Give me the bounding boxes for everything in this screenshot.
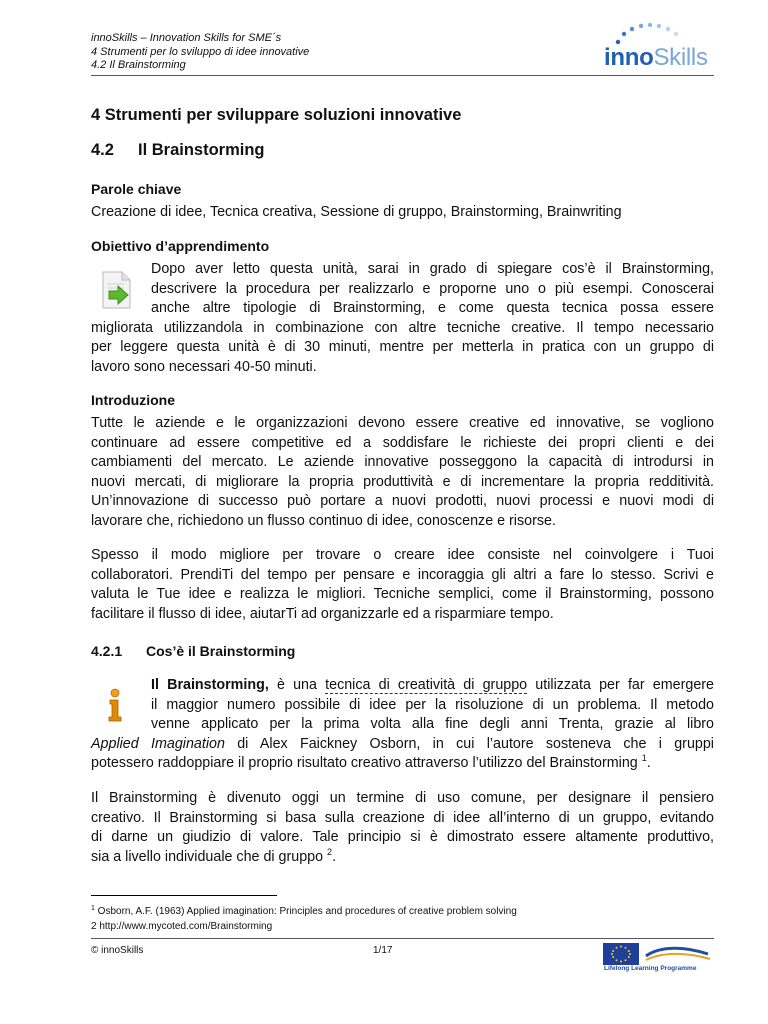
intro-paragraph-2 <box>91 546 714 624</box>
brainstorming-line <box>91 848 714 868</box>
intro-line: cambiamenti del mercato. Le aziende innovative posseggono la capacità di introdursi in <box>91 454 714 470</box>
page-number: 1/17 <box>373 945 393 956</box>
objective-line: anche altre tipologie di Brainstorming, e come questa tecnica possa essere <box>151 300 714 316</box>
objective-paragraph <box>91 260 714 377</box>
subsection-name: Cos’è il Brainstorming <box>146 643 296 659</box>
brainstorming-term: Il Brainstorming, <box>151 677 269 693</box>
objective-line: migliorata utilizzandola in combinazione con altre tecniche creative. Il tempo necessario <box>91 319 714 336</box>
header-rule <box>91 75 714 76</box>
brainstorming-line: creativo. Il Brainstorming si basa sulla creazione di idee all’interno di un gruppo, evitando <box>91 809 714 826</box>
objective-line: lavoro sono necessari 40-50 minuti. <box>91 358 317 375</box>
logo-skills: Skills <box>653 44 708 71</box>
objective-line: Dopo aver letto questa unità, sarai in grado di spiegare cos’è il Brainstorming, <box>151 261 714 277</box>
intro-line: lavorare che, richiedono un flusso continuo di idee, conoscenze e risorse. <box>91 512 556 529</box>
intro-heading: Introduzione <box>91 392 175 408</box>
text-run: . <box>332 848 337 865</box>
chapter-title: 4 Strumenti per sviluppare soluzioni innovative <box>91 106 462 124</box>
brainstorming-line: di darne un giudizio di valore. Tale principio si è dimostrato essere altamente produttivo, <box>91 829 714 845</box>
brainstorming-paragraph-1 <box>91 676 714 774</box>
keywords-text: Creazione di idee, Tecnica creativa, Sessione di gruppo, Brainstorming, Brainwriting <box>91 204 622 220</box>
text-run: sia a livello individuale che di gruppo <box>91 848 328 865</box>
creativity-technique-link[interactable]: tecnica di creatività di gruppo <box>325 677 528 693</box>
brainstorming-line <box>91 735 714 755</box>
objective-line: per leggere questa unità è di 30 minuti, mentre per metterla in pratica con un gruppo di <box>91 339 714 355</box>
header-line-1: innoSkills – Innovation Skills for SME´s <box>91 32 282 44</box>
intro-line: continuare ad essere competitive ed a soddisfare le richieste dei propri clienti e dei <box>91 434 714 451</box>
lifelong-learning-caption: Lifelong Learning Programme <box>604 965 697 972</box>
book-title: Applied Imagination <box>91 735 225 752</box>
intro-line: Spesso il modo migliore per trovare o creare idee consiste nel coinvolgere i Tuoi <box>91 547 714 563</box>
text-run: . <box>646 755 651 771</box>
keywords-heading: Parole chiave <box>91 181 182 197</box>
section-number: 4.2 <box>91 141 114 159</box>
footer-copyright: © innoSkills <box>91 945 144 956</box>
brainstorming-line: Il Brainstorming è divenuto oggi un termine di uso comune, per designare il pensiero <box>91 790 714 806</box>
subsection-title <box>91 643 295 659</box>
text-run: di Alex Faickney Osborn, in cui l’autore sosteneva che i gruppi <box>224 735 714 752</box>
innoskills-logo <box>604 44 708 72</box>
footnote-1 <box>91 906 517 917</box>
text-run: potessero raddoppiare il proprio risultato creativo attraverso l’utilizzo del Brainstorming <box>91 755 642 771</box>
footnote-1-text: Osborn, A.F. (1963) Applied imagination: Principles and procedures of creative problem solving <box>94 906 517 917</box>
header-line-3: 4.2 Il Brainstorming <box>91 59 186 71</box>
objective-line: descrivere la procedura per realizzarlo e proporne uno o più esempi. Conoscerai <box>151 280 714 297</box>
brainstorming-paragraph-2 <box>91 789 714 867</box>
section-title <box>91 141 265 160</box>
objective-heading: Obiettivo d’apprendimento <box>91 238 270 254</box>
text-run: utilizzata per far emergere <box>527 677 714 693</box>
footnote-1-number: 1 <box>91 905 95 912</box>
brainstorming-line: venne applicato per la prima volta alla fine degli anni Trenta, grazie al libro <box>151 716 714 732</box>
intro-paragraph-1 <box>91 414 714 531</box>
intro-line: Tutte le aziende e le organizzazioni devono essere creative ed innovative, se vogliono <box>91 415 714 431</box>
footnote-ref-1[interactable]: 1 <box>641 753 647 763</box>
brainstorming-line <box>91 754 714 774</box>
running-header <box>91 32 309 73</box>
brainstorming-line: il maggior numero possibile di idee per la risoluzione di un problema. Il metodo <box>151 696 714 713</box>
footnote-ref-2[interactable]: 2 <box>327 846 333 857</box>
header-line-2: 4 Strumenti per lo sviluppo di idee innovative <box>91 45 310 58</box>
brainstorming-line <box>91 676 714 696</box>
intro-line: nuovi mercati, di migliorare la propria produttività e di incrementare la propria redditività. <box>91 473 714 490</box>
footnote-2[interactable]: 2 http://www.mycoted.com/Brainstorming <box>91 921 273 932</box>
footnote-rule <box>91 895 277 896</box>
text-run: è una <box>268 677 326 693</box>
intro-line: collaboratori. PrendiTi del tempo per pensare e incoraggia gli altri a fare lo stesso. Scrivi e <box>91 566 714 583</box>
logo-inno: inno <box>604 44 654 71</box>
footer-rule <box>91 938 714 939</box>
intro-line: Un’innovazione di successo può portare a nuovi prodotti, nuovi processi e nuovi modi di <box>91 493 714 509</box>
section-name: Il Brainstorming <box>138 141 265 159</box>
subsection-number: 4.2.1 <box>91 643 123 659</box>
intro-line: valuta le Tue idee e realizza le migliori. Tecniche semplici, come il Brainstorming, possono <box>91 586 714 602</box>
intro-line: facilitare il flusso di idee, aiutarTi ad organizzarle ed a risparmiare tempo. <box>91 605 554 622</box>
